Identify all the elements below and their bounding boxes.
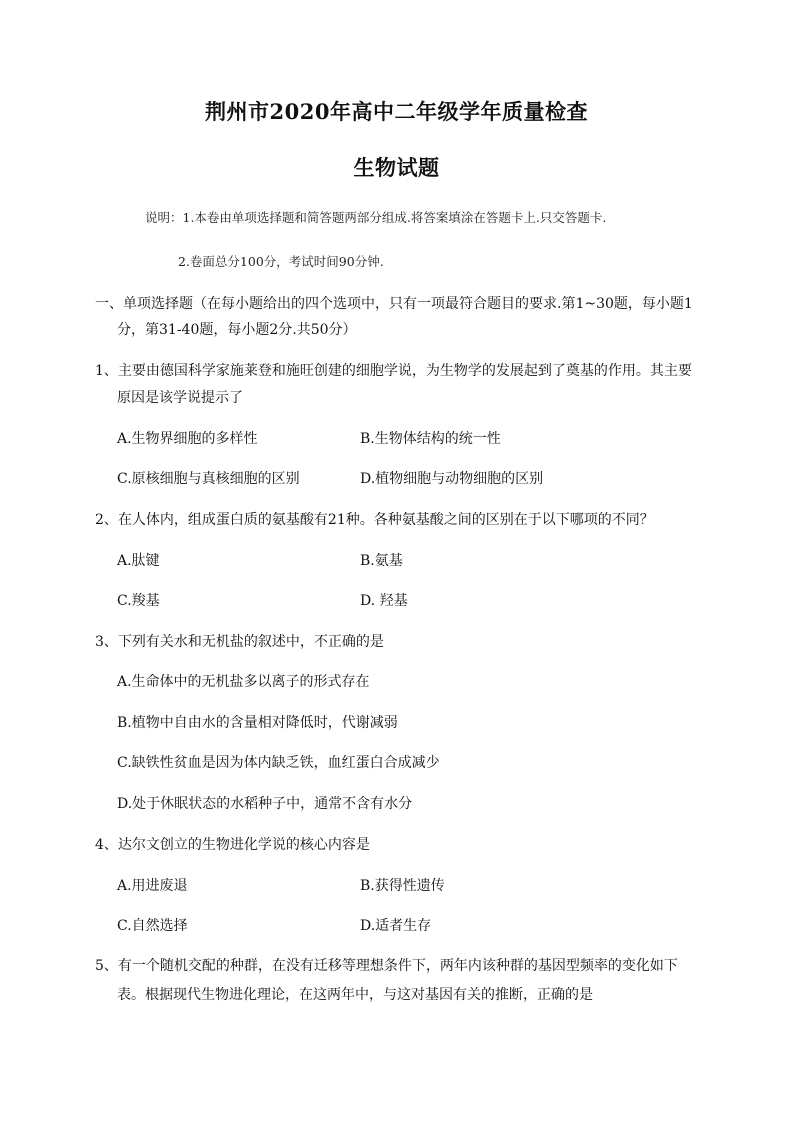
question-3-option-a: A.生命体中的无机盐多以离子的形式存在 xyxy=(117,674,370,690)
question-1-option-d: D.植物细胞与动物细胞的区别 xyxy=(360,471,544,487)
question-4-stem: 4、达尔文创立的生物进化学说的核心内容是 xyxy=(95,837,370,853)
question-5-stem-line-2: 表。根据现代生物进化理论，在这两年中，与这对基因有关的推断，正确的是 xyxy=(117,987,593,1003)
question-3-option-b: B.植物中自由水的含量相对降低时，代谢减弱 xyxy=(117,715,398,731)
exam-subtitle: 生物试题 xyxy=(353,155,440,180)
instruction-note-1: 说明：1.本卷由单项选择题和简答题两部分组成.将答案填涂在答题卡上.只交答题卡. xyxy=(145,210,607,225)
question-4-option-b: B.获得性遗传 xyxy=(360,878,445,894)
question-1-option-a: A.生物界细胞的多样性 xyxy=(117,431,258,447)
question-2-option-b: B.氨基 xyxy=(360,553,403,569)
question-3-option-c: C.缺铁性贫血是因为体内缺乏铁，血红蛋白合成减少 xyxy=(117,755,440,771)
question-1-stem-line-1: 1、主要由德国科学家施莱登和施旺创建的细胞学说，为生物学的发展起到了奠基的作用。其主要 xyxy=(95,363,692,379)
question-2-option-c: C.羧基 xyxy=(117,593,160,609)
question-1-option-c: C.原核细胞与真核细胞的区别 xyxy=(117,471,300,487)
exam-title: 荆州市2020年高中二年级学年质量检查 xyxy=(205,99,588,124)
question-1-stem-line-2: 原因是该学说提示了 xyxy=(117,390,243,406)
question-4-option-c: C.自然选择 xyxy=(117,918,188,934)
section-heading-line-2: 分，第31-40题，每小题2分.共50分） xyxy=(117,322,357,338)
question-2-option-d: D. 羟基 xyxy=(360,593,408,609)
instruction-note-2: 2.卷面总分100分，考试时间90分钟. xyxy=(178,254,384,269)
question-3-option-d: D.处于休眠状态的水稻种子中，通常不含有水分 xyxy=(117,796,413,812)
question-4-option-a: A.用进废退 xyxy=(117,878,188,894)
question-4-option-d: D.适者生存 xyxy=(360,918,432,934)
question-2-option-a: A.肽键 xyxy=(117,553,160,569)
question-3-stem: 3、下列有关水和无机盐的叙述中，不正确的是 xyxy=(95,634,384,650)
question-1-option-b: B.生物体结构的统一性 xyxy=(360,431,501,447)
section-heading-line-1: 一、单项选择题（在每小题给出的四个选项中，只有一项最符合题目的要求.第1~30题，每小题1 xyxy=(95,296,693,312)
question-5-stem-line-1: 5、有一个随机交配的种群，在没有迁移等理想条件下，两年内该种群的基因型频率的变化如下 xyxy=(95,958,678,974)
question-2-stem: 2、在人体内，组成蛋白质的氨基酸有21种。各种氨基酸之间的区别在于以下哪项的不同？ xyxy=(95,512,654,528)
